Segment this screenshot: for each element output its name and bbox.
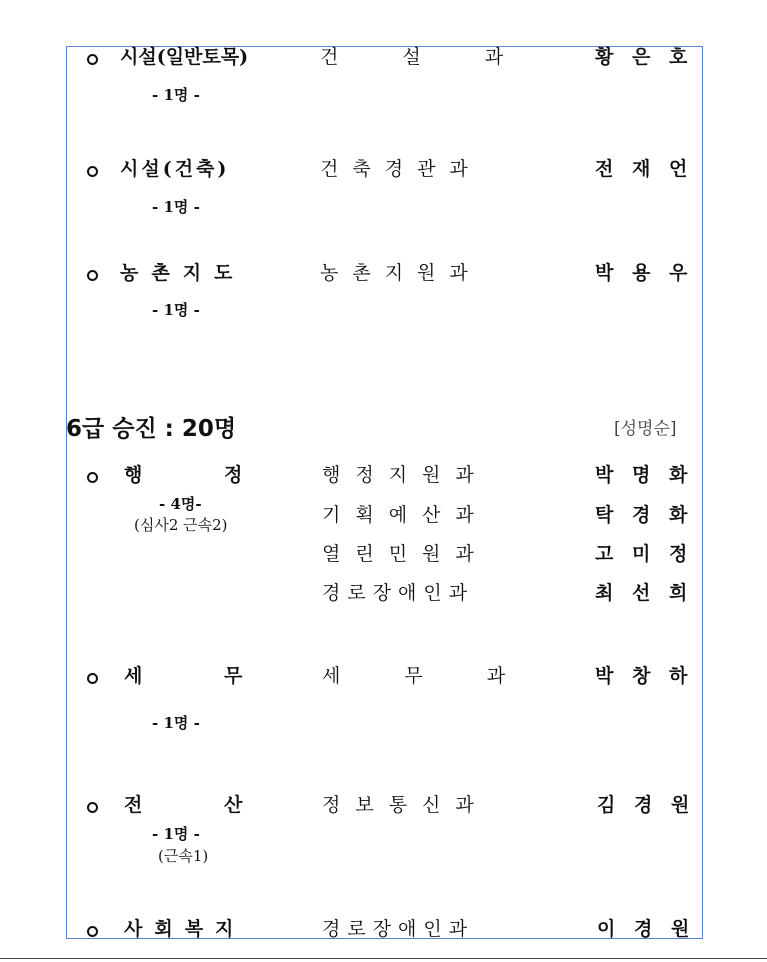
bullet-circle-icon <box>87 166 98 177</box>
section-heading: 6급 승진 : 20명 <box>66 416 237 442</box>
category-label: 행 정 <box>124 464 243 486</box>
person-name: 박 용 우 <box>595 262 688 284</box>
category-label: 시설(일반토목) <box>120 46 249 68</box>
person-name: 최 선 희 <box>595 582 688 604</box>
bullet-circle-icon <box>87 270 98 281</box>
person-name: 황 은 호 <box>595 46 688 68</box>
department-label: 건축경관과 <box>320 158 482 180</box>
note-label: (근속1) <box>158 847 209 865</box>
count-label: - 1명 - <box>152 198 200 216</box>
count-label: - 1명 - <box>152 86 200 104</box>
bullet-circle-icon <box>87 802 98 813</box>
person-name: 박 창 하 <box>595 665 688 687</box>
note-label: (심사2 근속2) <box>134 516 228 534</box>
bullet-circle-icon <box>87 926 98 937</box>
person-name: 김 경 원 <box>597 794 690 816</box>
bullet-circle-icon <box>87 472 98 483</box>
category-label: 사회복지 <box>124 918 246 940</box>
department-label: 경로장애인과 <box>322 582 475 604</box>
department-label: 기획예산과 <box>322 504 489 526</box>
person-name: 전 재 언 <box>595 158 688 180</box>
sort-order-note: [성명순] <box>614 419 677 439</box>
department-label: 농촌지원과 <box>320 262 482 284</box>
count-label: - 1명 - <box>152 825 200 843</box>
department-label: 열린민원과 <box>322 543 489 565</box>
department-label: 경로장애인과 <box>322 918 475 940</box>
category-label: 전 산 <box>124 794 243 816</box>
bullet-circle-icon <box>87 673 98 684</box>
category-label: 시설(건축) <box>120 158 230 180</box>
person-name: 박 명 화 <box>595 464 688 486</box>
department-label: 건 설 과 <box>320 46 504 68</box>
person-name: 이 경 원 <box>597 918 690 940</box>
count-label: - 1명 - <box>152 301 200 319</box>
department-label: 행정지원과 <box>322 464 489 486</box>
person-name: 고 미 정 <box>595 543 688 565</box>
bullet-circle-icon <box>87 54 98 65</box>
category-label: 세 무 <box>124 665 243 687</box>
count-label: - 4명- <box>159 495 202 513</box>
page-bottom-rule <box>0 958 767 959</box>
department-label: 정보통신과 <box>322 794 489 816</box>
department-label: 세 무 과 <box>322 665 506 687</box>
person-name: 탁 경 화 <box>595 504 688 526</box>
count-label: - 1명 - <box>152 714 200 732</box>
category-label: 농촌지도 <box>120 262 246 284</box>
